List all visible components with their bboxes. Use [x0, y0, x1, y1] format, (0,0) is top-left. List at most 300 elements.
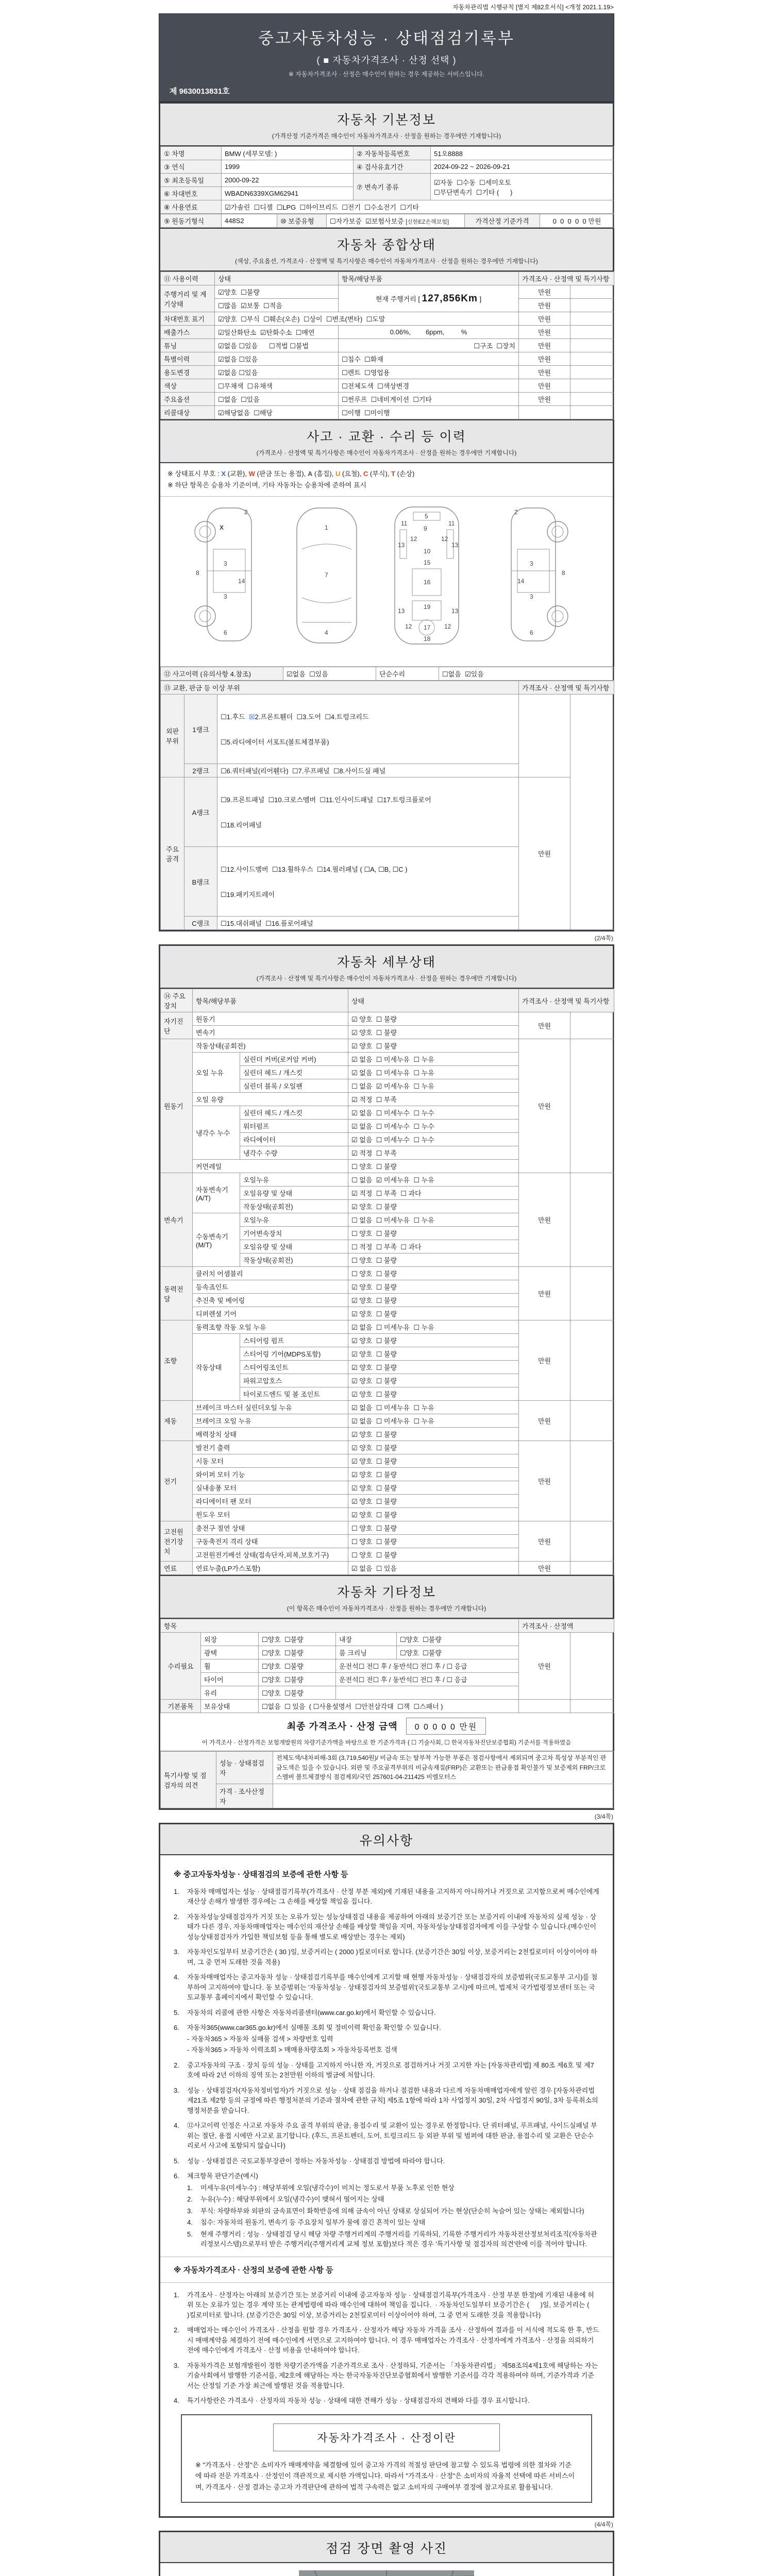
group-fuel: 연료: [161, 1562, 193, 1575]
section-etc-title: 자동차 기타정보: [337, 1585, 436, 1600]
code-t-desc: (손상): [395, 470, 415, 478]
fuel-label: ⑧ 사용연료: [161, 200, 222, 214]
item-text: 자동차인도일부터 보증기간은 ( 30 )일, 보증거리는 ( 2000 )킬로미터로 합니다. (보증기간은 30일 이상, 보증거리는 2천킬로미터 이상이어야 하며, 그 중 먼저 도래한 것을 적용): [187, 1948, 597, 1966]
detail-item: 워터펌프: [240, 1120, 348, 1133]
detail-item: 라디에이터: [240, 1133, 348, 1146]
warranty-type-options: [327, 214, 465, 228]
price-cell: 만원: [519, 1401, 570, 1441]
rankB-line1: ☐12.사이드멤버 ☐13.휠하우스 ☐14.필러패널 ( ☐A, ☐B, ☐C ): [221, 866, 408, 874]
section-basic-title: 자동차 기본정보: [337, 113, 436, 127]
note-cell: [570, 1267, 614, 1320]
item-number: 6.: [174, 2172, 179, 2180]
special-history-label: 특별이력: [161, 352, 215, 366]
detail-subgroup: 오일 누유: [193, 1053, 240, 1093]
col-usage-history: ⑪ 사용이력: [161, 272, 215, 285]
code-a: A: [307, 470, 313, 478]
price-cell: [519, 1700, 570, 1713]
simple-repair-status: ☐없음 ☑있음: [439, 667, 614, 681]
fuel-options: ☑가솔린 ☐디젤 ☐LPG ☐하이브리드 ☐전기 ☐수소전기 ☐기타: [222, 200, 614, 214]
svg-text:15: 15: [424, 559, 431, 567]
detail-status: ☑ 양호 ☐ 불량: [348, 1026, 519, 1039]
note-cell: [570, 299, 614, 312]
code-u-desc: (요철),: [340, 470, 363, 478]
appraiser-label: 가격 · 조사산정자: [216, 1784, 273, 1808]
car-name-label: ① 차명: [161, 147, 222, 160]
subitem-text: 침수: 자동차의 원동기, 변속기 등 주요장치 일부가 물에 잠긴 흔적이 있는 상태: [200, 2218, 426, 2227]
vin-mark-label: 차대번호 표기: [161, 312, 215, 326]
detail-item: 연료누출(LP가스포함): [193, 1562, 348, 1575]
table-row: [161, 1441, 614, 1454]
emission-status: ☑일산화탄소 ☑탄화수소 ☐매연: [215, 326, 339, 339]
price-cell: 만원: [519, 1633, 570, 1700]
base-price-label: 가격산정 기준가격: [465, 214, 540, 228]
detail-item: 발전기 출력: [193, 1441, 348, 1454]
detail-item: 기어변속장치: [240, 1227, 348, 1240]
price-cell: 만원: [519, 777, 570, 930]
item-text: 성능 · 상태점검자(자동차정비업자)가 거짓으로 성능 · 상태 점검을 하거나 점검한 내용과 다르게 자동차매매업자에게 알린 경우 [자동차관리법 제21조 제2항 등의 규정에 따른 행정처분의 기준과 절차에 관한 규칙] 제5조 1항에 따라 1차 사업정지 30일, 2차 사업정지 90일, 3차 등록취소의 행정처분을 받습니다.: [187, 2086, 598, 2114]
note-cell: [570, 1700, 614, 1713]
section-overall-title: 자동차 종합상태: [337, 238, 436, 252]
section-detail-title: 자동차 세부상태: [337, 955, 436, 970]
note-cell: [570, 312, 614, 326]
vin-value: WBADN6339XGM62941: [222, 187, 354, 200]
section-detail-header: [160, 946, 613, 989]
detail-status: ☑ 양호 ☐ 불량: [348, 1468, 519, 1481]
etc-item: 룸 크리닝: [336, 1646, 397, 1659]
etc-wheel-positions: 운전석☐ 전☐ 후 / 동반석☐ 전☐ 후 / ☐ 응급: [336, 1659, 519, 1673]
table-row: [161, 1521, 614, 1535]
item-number: 5.: [174, 2157, 179, 2165]
tuning-item: ☐구조 ☐장치: [339, 339, 519, 352]
subitem-number: 5.: [187, 2230, 193, 2238]
item-text: 성능 · 상태점검은 국토교통부장관이 정하는 자동차성능 · 상태점검 방법에 따라야 합니다.: [187, 2157, 445, 2165]
section-etc-note: (이 항목은 매수인이 자동차가격조사 · 산정을 원하는 경우에만 기재합니다): [287, 1605, 486, 1613]
item-number: 6.: [174, 2024, 179, 2032]
rankA-line2: ☐18.리어패널: [221, 821, 262, 829]
table-row: [161, 1562, 614, 1575]
rank1-b: 2.프론트휀더 ☐3.도어 ☐4.트렁크리드: [255, 713, 369, 721]
notice-item: [174, 1947, 599, 1967]
subitem-text: 현재 주행거리 : 성능 · 상태점검 당시 해당 차량 주행거리계의 주행거리를 기록하되, 기록한 주행거리가 자동차전산정보처리조직(자동차관리정보시스템)으로부터 받은 주행거리(주행거리계 교체 정보 포함)보다 적은 경우 '특기사항 및 점검자의 의견'란에 이를 적어야 합니다.: [200, 2230, 597, 2248]
notice-subitem: [187, 2034, 599, 2044]
price-survey-box-text: ※ "가격조사 · 산정"은 소비자가 매매계약을 체결함에 있어 중고차 가격의 적절성 판단에 참고할 수 있도록 법령에 의한 절차와 기준에 따라 전문 가격조사 · 산정인이 객관적으로 제시한 가액입니다. 따라서 "가격조사 · 산정"은 소비자의 자율적 선택에 따른 서비스이며, 가격조사 · 산정 결과는 중고차 가격판단에 관하여 법적 구속력은 없고 소비자의 구매여부 결정에 참고자료로 활용됩니다.: [195, 2461, 575, 2491]
final-price-label: 최종 가격조사 · 산정 금액: [287, 1721, 398, 1732]
detail-status: ☑ 양호 ☐ 불량: [348, 1200, 519, 1213]
code-t: T: [391, 470, 395, 478]
photo-area: [160, 2563, 613, 2576]
final-price-value: 0 0 0 0 0 만원: [406, 1718, 486, 1735]
color-item: ☐전체도색 ☐색상변경: [339, 379, 519, 393]
svg-text:12: 12: [441, 535, 448, 543]
notice-item: [174, 2396, 599, 2406]
detail-item: 실린더 헤드 / 개스킷: [240, 1106, 348, 1120]
remarks-table: [160, 1751, 614, 1808]
mileage-value: 127,856Km: [422, 293, 478, 304]
price-cell: 만원: [519, 1012, 570, 1039]
table-header-row: [161, 989, 614, 1012]
legend-prefix: ※ 상태표시 부호 :: [167, 470, 222, 478]
detail-status: ☐ 양호 ☐ 불량: [348, 1160, 519, 1173]
item-text: ⑫사고이력 인정은 사고로 자동차 주요 골격 부위의 판금, 용접수리 및 교환이 있는 경우로 한정합니다. 단 쿼터패널, 루프패널, 사이드실패널 부위는 절단, 용접 시에만 사고로 표기합니다. (후드, 프론트펜더, 도어, 트렁크리드 등 외판 부위 및 범퍼에 대한 판금, 용접수리 및 교환은 단순수리로서 사고에 포함되지 않습니다): [187, 2122, 597, 2150]
tuning-label: 튜닝: [161, 339, 215, 352]
detail-status: ☑ 없음 ☐ 있음: [348, 1562, 519, 1575]
code-c: C: [363, 470, 368, 478]
detail-status: ☐ 양호 ☐ 불량: [348, 1548, 519, 1562]
rankB-line2: ☐19.패키지트레이: [221, 891, 275, 899]
svg-text:11: 11: [448, 520, 455, 528]
engine-type-label: ⑨ 원동기형식: [161, 214, 222, 228]
detail-status: ☐ 양호 ☐ 불량: [348, 1227, 519, 1240]
block-notice: [159, 1823, 614, 2518]
code-x-desc: (교환),: [225, 470, 249, 478]
note-cell: [570, 393, 614, 406]
price-cell: 만원: [519, 1320, 570, 1401]
svg-text:8: 8: [196, 569, 199, 577]
price-cell: 만원: [519, 366, 570, 379]
notice-item: [174, 2086, 599, 2116]
table-row: [161, 366, 614, 379]
detail-status: ☑ 양호 ☐ 불량: [348, 1280, 519, 1294]
detail-item: 구동축전지 격리 상태: [193, 1535, 348, 1548]
detail-item: 동력조향 작동 오일 누유: [193, 1320, 348, 1334]
rankA-label: A랭크: [184, 777, 217, 847]
document-subtitle-note: ※ 자동차가격조사 · 산정은 매수인이 원하는 경우 제공하는 서비스입니다.: [288, 71, 485, 78]
car-diagram: [160, 497, 613, 667]
svg-text:2: 2: [514, 509, 518, 516]
detail-status: ☑ 양호 ☐ 불량: [348, 1039, 519, 1053]
note-cell: [570, 285, 614, 299]
detail-state-table: [160, 989, 614, 1575]
detail-status: ☑ 양호 ☐ 불량: [348, 1481, 519, 1495]
notice-item: [174, 2156, 599, 2166]
group-selfdiag: 자기진단: [161, 1012, 193, 1039]
emission-label: 배출가스: [161, 326, 215, 339]
table-row: [161, 1267, 614, 1280]
note-cell: [570, 406, 614, 419]
special-history-item: ☐침수 ☐화재: [339, 352, 519, 366]
note-cell: [570, 1320, 614, 1401]
item-number: 4.: [174, 2397, 179, 2405]
detail-item: 냉각수 수량: [240, 1146, 348, 1160]
mileage-status2: ☐많음 ☑보통 ☐적음: [215, 299, 339, 312]
item-text: 자동차매매업자는 중고자동차 성능 · 상태점검기록부를 매수인에게 고지할 때 현행 자동차성능 · 상태점검자의 보증범위(국토교통부 고시)를 첨부하여 고지하여야 합니다. 동 보증범위는 '자동차성능 · 상태점검자의 보증범위'(국토교통부 고시)에 따르며, 법제처 국가법령정보센터 또는 국토교통부 홈페이지에서 확인할 수 있습니다.: [187, 1973, 598, 2002]
price-cell: 만원: [519, 312, 570, 326]
exchange-price-label: 가격조사 · 산정액 및 특기사항: [519, 681, 614, 694]
detail-item: 클러치 어셈블리: [193, 1267, 348, 1280]
svg-text:13: 13: [398, 541, 405, 549]
item-number: 3.: [174, 1948, 179, 1956]
detail-item: 작동상태(공회전): [240, 1253, 348, 1267]
col-price: 가격조사 · 산정액 및 특기사항: [519, 989, 614, 1012]
svg-text:19: 19: [424, 603, 431, 611]
note-cell: [570, 366, 614, 379]
price-survey-definition-box: [181, 2414, 592, 2503]
section-detail-note: (가격조사 · 산정액 및 특기사항은 매수인이 자동차가격조사 · 산정을 원하는 경우에만 기재합니다): [256, 975, 517, 982]
block-detail-etc: [159, 944, 614, 1810]
notice-item: [174, 1887, 599, 1907]
detail-status: ☑ 없음 ☐ 미세누유 ☐ 누유: [348, 1066, 519, 1079]
divider: [160, 2282, 613, 2283]
item-text: 가격조사 · 산정자는 아래의 보증기간 또는 보증거리 이내에 중고자동차 성능 · 상태점검기록부(가격조사 · 산정 부분 한정)에 기재된 내용에 허위 또는 오류가 있는 경우 계약 또는 관계법령에 따라 매수인에 대하여 책임을 집니다. · 자동차인도일부터 보증기간은 ( )일, 보증거리는 ( )킬로미터로 합니다. (보증기간은 30일 이상, 보증거리는 2천킬로미터 이상이어야 하며, 그 중 먼저 도래한 것을 적용합니다): [187, 2291, 601, 2319]
table-row: [161, 160, 614, 174]
notice-item: [174, 2060, 599, 2080]
group-electric: 전기: [161, 1441, 193, 1521]
main-option-status: ☐없음 ☐있음: [215, 393, 339, 406]
col-item: 항목/해당부품: [339, 272, 519, 285]
price-cell: 만원: [519, 1173, 570, 1267]
note-cell: [570, 1012, 614, 1039]
detail-status: ☑ 양호 ☐ 불량: [348, 1428, 519, 1441]
table-row: [161, 1012, 614, 1026]
table-row: [161, 1039, 614, 1053]
notice-subitem: [187, 2194, 599, 2205]
first-reg-label: ⑤ 최초등록일: [161, 174, 222, 187]
table-row: [161, 667, 614, 681]
note-cell: [570, 1441, 614, 1521]
first-reg-value: 2000-09-22: [222, 174, 354, 187]
table-row: [161, 1784, 614, 1808]
note-cell: [570, 694, 614, 930]
etc-tire-positions: 운전석☐ 전☐ 후 / 동반석☐ 전☐ 후 / ☐ 응급: [336, 1673, 519, 1686]
rankA-line1: ☐9.프론트패널 ☐10.크로스멤버 ☐11.인사이드패널 ☐17.트렁크플로어: [221, 796, 431, 804]
note-cell: [570, 379, 614, 393]
warranty-insurer: [신한EZ손해보험]: [406, 219, 449, 225]
detail-subgroup: 자동변속기 (A/T): [193, 1173, 240, 1213]
group-powertrain: 동력전달: [161, 1267, 193, 1320]
detail-status: ☑ 없음 ☐ 미세누수 ☐ 누수: [348, 1106, 519, 1120]
remarks-label: 특기사항 및 점검자의 의견: [161, 1752, 216, 1808]
svg-text:18: 18: [424, 635, 431, 643]
svg-text:1: 1: [325, 524, 328, 532]
item-text: 체크항목 판단기준(예시): [187, 2172, 258, 2180]
svg-text:13: 13: [451, 541, 459, 549]
model-year-label: ③ 연식: [161, 160, 222, 174]
etc-status: ☐양호 ☐불량: [259, 1686, 336, 1700]
simple-repair-label: 단순수리: [376, 667, 439, 681]
col-item: 항목/해당부품: [193, 989, 348, 1012]
group-steering: 조향: [161, 1320, 193, 1401]
detail-item: 배력장치 상태: [193, 1428, 348, 1441]
svg-text:12: 12: [405, 623, 412, 631]
emission-values: 0.06%, 6ppm, %: [339, 326, 519, 339]
vin-mark-status: ☑양호 ☐부식 ☐훼손(오손) ☐상이 ☐변조(변타) ☐도말: [215, 312, 519, 326]
outer-panel-label: 외판부위: [161, 694, 184, 777]
table-row: [161, 1401, 614, 1414]
rankB-items: [217, 847, 519, 917]
rank2-label: 2랭크: [184, 764, 217, 777]
detail-item: 시동 모터: [193, 1454, 348, 1468]
engine-type-value: 448S2: [222, 214, 277, 228]
etc-info-table: [160, 1619, 614, 1713]
notice-subitem: [187, 2217, 599, 2228]
detail-status: ☑ 없음 ☐ 미세누수 ☐ 누수: [348, 1120, 519, 1133]
detail-status: ☐ 양호 ☐ 불량: [348, 1521, 519, 1535]
item-text: 특기사항란은 가격조사 · 산정자의 자동차 성능 · 상태에 대한 견해가 성능 · 상태점검자의 견해와 다를 경우 표시합니다.: [187, 2397, 530, 2405]
detail-item: 작동상태(공회전): [193, 1039, 348, 1053]
detail-status: ☐ 없음 ☐ 미세누유 ☐ 누유: [348, 1213, 519, 1227]
item-number: 4.: [174, 2122, 179, 2130]
block-photos-sign: [159, 2531, 614, 2576]
table-row: [161, 379, 614, 393]
table-row: [161, 312, 614, 326]
inspection-document: [159, 0, 614, 2576]
svg-text:17: 17: [424, 624, 431, 632]
subitem-text: 누유(누수) : 해당부위에서 오일(냉각수)이 맺혀서 떨어지는 상태: [200, 2195, 384, 2204]
subitem-number: 1.: [187, 2183, 193, 2192]
item-text: 자동차365(www.car365.go.kr)에서 실매물 조회 및 정비이력 확인을 확인할 수 있습니다.: [187, 2024, 441, 2032]
rankC-items: ☐15.대쉬패널 ☐16.플로어패널: [217, 917, 519, 930]
svg-text:3: 3: [530, 593, 533, 601]
section-photos-title: 점검 장면 촬영 사진: [325, 2541, 448, 2556]
notice-item: [174, 1912, 599, 1942]
rank1-items: [217, 694, 519, 764]
price-cell: 만원: [519, 1441, 570, 1521]
item-text: 중고자동차의 구조 · 장치 등의 성능 · 상태를 고지하지 아니한 자, 거짓으로 점검하거나 거짓 고지한 자는 [자동차관리법] 제 80조 제6호 및 제7호에 따라 2년 이하의 징역 또는 2천만원 이하의 벌금에 처합니다.: [187, 2061, 594, 2079]
code-w: W: [248, 470, 255, 478]
detail-item: 실린더 블록 / 오일팬: [240, 1079, 348, 1093]
svg-text:14: 14: [238, 578, 245, 585]
section-photos-header: [160, 2532, 613, 2563]
item-number: 2.: [174, 1912, 179, 1921]
price-cell: 만원: [519, 1267, 570, 1320]
price-cell: 만원: [519, 393, 570, 406]
note-cell: [570, 326, 614, 339]
notice-item: [174, 1972, 599, 2003]
detail-status: ☑ 적정 ☐ 부족: [348, 1093, 519, 1106]
usage-change-item: ☐렌트 ☐영업용: [339, 366, 519, 379]
rankA-items: [217, 777, 519, 847]
detail-status: ☑ 없음 ☐ 미세누유 ☐ 누유: [348, 1414, 519, 1428]
notice-a-title: ※ 중고자동차성능 · 상태점검의 보증에 관한 사항 등: [174, 1870, 348, 1879]
notice-item: [174, 2290, 599, 2320]
col-status: 상태: [348, 989, 519, 1012]
section-overall-note: (색상, 주요옵션, 가격조사 · 산정액 및 특기사항은 매수인이 자동차가격조사 · 산정을 원하는 경우에만 기재합니다): [235, 258, 538, 265]
accident-history-label: ⑫ 사고이력 (유의사항 4.참조): [161, 667, 283, 681]
detail-item: 충전구 절연 상태: [193, 1521, 348, 1535]
svg-text:3: 3: [530, 560, 533, 568]
main-option-item: ☐썬루프 ☐네비게이션 ☐기타: [339, 393, 519, 406]
price-cell: 만원: [519, 379, 570, 393]
legend-line1: [167, 468, 606, 480]
special-history-status: ☑없음 ☐있음: [215, 352, 339, 366]
svg-text:10: 10: [424, 548, 431, 555]
usage-change-status: ☑없음 ☐있음: [215, 366, 339, 379]
table-row: [161, 694, 614, 764]
rank2-items: ☐6.쿼터패널(리어휀다) ☐7.루프패널 ☐8.사이드실 패널: [217, 764, 519, 777]
detail-item: 파워고압호스: [240, 1374, 348, 1387]
etc-empty: [336, 1686, 519, 1700]
detail-status: ☑ 없음 ☐ 미세누유 ☐ 누유: [348, 1320, 519, 1334]
basic-info-table-row6: [160, 214, 614, 228]
detail-status: ☑ 없음 ☐ 미세누유 ☐ 누유: [348, 1401, 519, 1414]
rankC-label: C랭크: [184, 917, 217, 930]
note-cell: [570, 1521, 614, 1562]
detail-status: ☑ 양호 ☐ 불량: [348, 1334, 519, 1347]
detail-status: ☑ 양호 ☐ 불량: [348, 1307, 519, 1320]
section-basic-note: (가격산정 기준가격은 매수인이 자동차가격조사 · 산정을 원하는 경우에만 기재합니다): [272, 132, 501, 140]
detail-item: 오일누유: [240, 1213, 348, 1227]
car-name-value: BMW (세부모델: ): [222, 147, 354, 160]
etc-status: ☐양호 ☐불량: [397, 1646, 519, 1659]
detail-status: ☐ 양호 ☐ 불량: [348, 1535, 519, 1548]
detail-item: 스티어링 기어(MDPS포함): [240, 1347, 348, 1361]
section-overall-header: [160, 228, 613, 272]
svg-text:14: 14: [517, 578, 525, 585]
notice-item: [174, 2121, 599, 2151]
usage-change-label: 용도변경: [161, 366, 215, 379]
block-basic-overall-accident: [159, 102, 614, 931]
detail-item: 커먼레일: [193, 1160, 348, 1173]
subitem-number: 4.: [187, 2218, 193, 2227]
detail-status: ☑ 적정 ☐ 부족: [348, 1146, 519, 1160]
svg-text:2: 2: [244, 509, 248, 516]
svg-text:11: 11: [401, 520, 408, 528]
notice-subitem: [187, 2229, 599, 2249]
subitem-number: 3.: [187, 2207, 193, 2215]
detail-status: ☑ 양호 ☐ 불량: [348, 1361, 519, 1374]
inspector-remarks: 전체도색/내차피해-3회 (3,719,540원)/ 비금속 또는 탈부착 가능한 부품은 점검사항에서 제외되며 중고차 특성상 부분적인 판금도색은 있을 수 있습니다. 외판 및 주요골격부위의 비금속재질(FRP)은 교환또는 판금용접 확인불가 및 보증제외 FRP/크로스멤버 볼트체결방식 점검제외/국민 257601-04-211425 비엠모터스: [273, 1752, 614, 1784]
document-subtitle: ( ■ 자동차가격조사 · 산정 선택 ): [316, 55, 457, 65]
detail-status: ☑ 없음 ☐ 미세누수 ☐ 누수: [348, 1133, 519, 1146]
svg-text:9: 9: [424, 525, 427, 533]
table-row: [161, 174, 614, 187]
rank1-line2: ☐5.라디에이터 서포트(볼트체결부품): [221, 738, 329, 747]
item-number: 2.: [174, 2326, 179, 2334]
note-cell: [570, 1173, 614, 1267]
subitem-text: 미세누유(미세누수) : 해당부위에 오일(냉각수)이 비치는 정도로서 부품 노후로 인한 현상: [200, 2183, 455, 2192]
detail-status: ☑ 양호 ☐ 불량: [348, 1508, 519, 1521]
document-title: 중고자동차성능 · 상태점검기록부: [258, 29, 515, 47]
overall-state-table: [160, 272, 614, 419]
group-brake: 제동: [161, 1401, 193, 1441]
final-price-note: 이 가격조사 · 산정가격은 보험개발원의 차량기준가액을 바탕으로 한 기준가격과 ( ☐ 기술사회, ☐ 한국자동차진단보증협회) 기준서를 적용하였음: [201, 1740, 572, 1747]
notice-item: [174, 2361, 599, 2391]
etc-item: 보유상태: [201, 1700, 259, 1713]
subitem-number: 2.: [187, 2195, 193, 2204]
detail-status: ☐ 적정 ☐ 부족 ☐ 과다: [348, 1240, 519, 1253]
code-c-desc: (부식),: [368, 470, 392, 478]
section-accident-note: (가격조사 · 산정액 및 특기사항은 매수인이 자동차가격조사 · 산정을 원하는 경우에만 기재합니다): [256, 449, 517, 456]
rank1-line1: [221, 711, 515, 721]
item-text: 매매업자는 매수인이 가격조사 · 산정을 원할 경우 가격조사 · 산정자가 해당 자동차 가격을 조사 · 산정하여 결과를 이 서식에 적도록 한 후, 반드시 매매계약을 체결하기 전에 매수인에게 서면으로 고지하여야 합니다. 이 경우 매매업자는 가격조사 · 산정자에게 가격조사 · 산정을 의뢰하기 전에 매수인에게 가격조사 · 산정 비용을 안내하여야 합니다.: [187, 2326, 599, 2354]
notice-c-title: ※ 자동차가격조사 · 산정의 보증에 관한 사항 등: [174, 2265, 333, 2275]
etc-item: 타이어: [201, 1673, 259, 1686]
rankB-label: B랭크: [184, 847, 217, 917]
notice-subitem: [187, 2206, 599, 2216]
section-notice-title: 유의사항: [359, 1833, 414, 1848]
table-header-row: [161, 681, 614, 694]
etc-status: ☐양호 ☐불량: [259, 1646, 336, 1659]
detail-item: 브레이크 오일 누유: [193, 1414, 348, 1428]
color-label: 색상: [161, 379, 215, 393]
page-mark-3: (3/4쪽): [594, 1812, 613, 1820]
exchange-panel-table: [160, 681, 614, 930]
section-notice-header: [160, 1824, 613, 1855]
table-row: [161, 1633, 614, 1646]
price-cell: 만원: [519, 339, 570, 352]
svg-text:12: 12: [410, 535, 417, 543]
state-code-legend: [160, 463, 613, 497]
color-status: ☐무채색 ☐유채색: [215, 379, 339, 393]
svg-text:8: 8: [562, 569, 565, 577]
table-row: [161, 147, 614, 160]
detail-item: 고전원전기배선 상태(접속단자,피복,보호기구): [193, 1548, 348, 1562]
code-a-desc: (흠집),: [312, 470, 335, 478]
detail-item: 스티어링조인트: [240, 1361, 348, 1374]
appraiser-remarks: [273, 1784, 614, 1808]
subitem-text: - 자동차365 > 자동차 이력조회 > 매매용차량조회 > 자동차등록번호 검색: [187, 2046, 397, 2054]
etc-item: 내장: [336, 1633, 397, 1646]
